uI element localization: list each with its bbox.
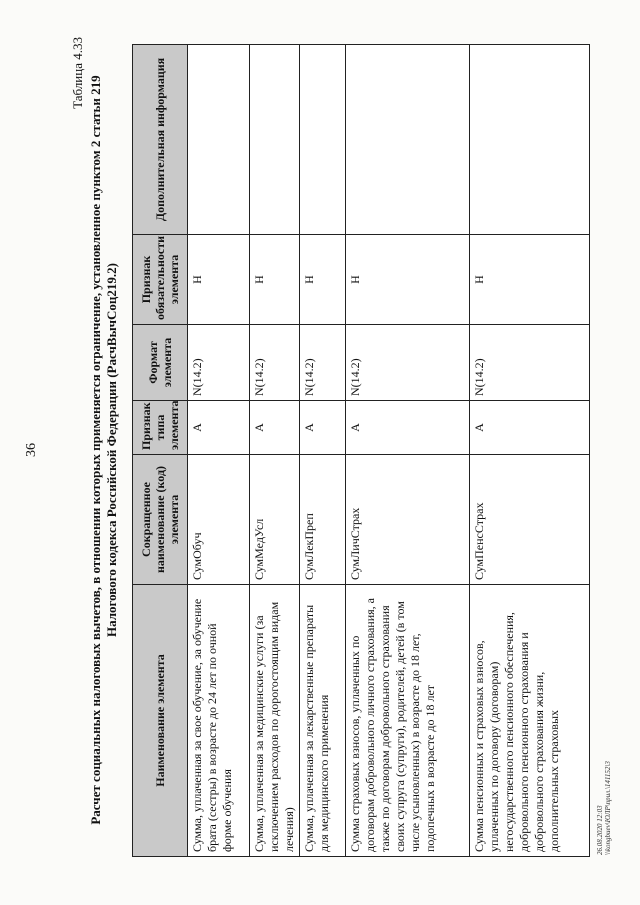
cell-code: СумОбуч [188,455,250,585]
table-number: Таблица 4.33 [70,37,85,109]
table-row [470,45,590,857]
cell-required: Н [250,235,300,325]
cell-required: Н [188,235,250,325]
elements-table [132,44,590,857]
table-row [300,45,346,857]
print-stamp-path: \\kongbuev\ЮЛР\прил.\141152\3 [604,761,612,855]
cell-format: N(14.2) [188,325,250,401]
header-format: Формат элемента [133,325,188,401]
cell-name: Сумма страховых взносов, уплаченных по договорам добровольного личного страхования, а также по договорам добровольного страхования своих супруга (супруги), родителей, детей (в том числе усыновленных) в возрасте до 18 лет, подопечных в возрасте до 18 лет [346,585,470,857]
table-row [250,45,300,857]
cell-info [250,45,300,235]
table-header-row [133,45,188,857]
cell-name: Сумма пенсионных и страховых взносов, уплаченных по договору (договорам) негосударственного пенсионного обеспечения, добровольного пенсионного страхования и добровольного страхования жизни, дополнительных страховых [470,585,590,857]
header-info: Дополнительная информация [133,45,188,235]
cell-format: N(14.2) [250,325,300,401]
cell-required: Н [346,235,470,325]
cell-code: СумПенсСтрах [470,455,590,585]
header-required: Признак обязательности элемента [133,235,188,325]
cell-info [346,45,470,235]
cell-code: СумЛичСтрах [346,455,470,585]
cell-format: N(14.2) [300,325,346,401]
cell-format: N(14.2) [346,325,470,401]
header-name: Наименование элемента [133,585,188,857]
cell-name: Сумма, уплаченная за медицинские услуги (за исключением расходов по дорогостоящим видам лечения) [250,585,300,857]
print-stamp-date: 26.08.2020 12:03 [596,805,604,855]
table-row [188,45,250,857]
cell-info [470,45,590,235]
cell-info [188,45,250,235]
cell-type: А [470,401,590,455]
page-number: 36 [24,443,39,457]
cell-code: СумЛекПреп [300,455,346,585]
cell-required: Н [470,235,590,325]
cell-type: А [250,401,300,455]
header-code: Сокращенное наименование (код) элемента [133,455,188,585]
table-title [88,25,120,875]
header-type: Признак типа элемента [133,401,188,455]
rotated-page-content [20,15,620,885]
cell-required: Н [300,235,346,325]
cell-type: А [346,401,470,455]
table-row [346,45,470,857]
table-title-line-1: Расчет социальных налоговых вычетов, в отношении которых применяется ограничение, установленное пунктом 2 статьи 219 [88,75,103,825]
cell-type: А [300,401,346,455]
cell-code: СумМедУсл [250,455,300,585]
cell-info [300,45,346,235]
cell-name: Сумма, уплаченная за свое обучение, за обучение брата (сестры) в возрасте до 24 лет по очной форме обучения [188,585,250,857]
cell-type: А [188,401,250,455]
cell-format: N(14.2) [470,325,590,401]
table-title-line-2: Налогового кодекса Российской Федерации (РасчВычСоц219.2) [104,263,119,637]
cell-name: Сумма, уплаченная за лекарственные препараты для медицинского применения [300,585,346,857]
print-stamp [596,761,612,855]
